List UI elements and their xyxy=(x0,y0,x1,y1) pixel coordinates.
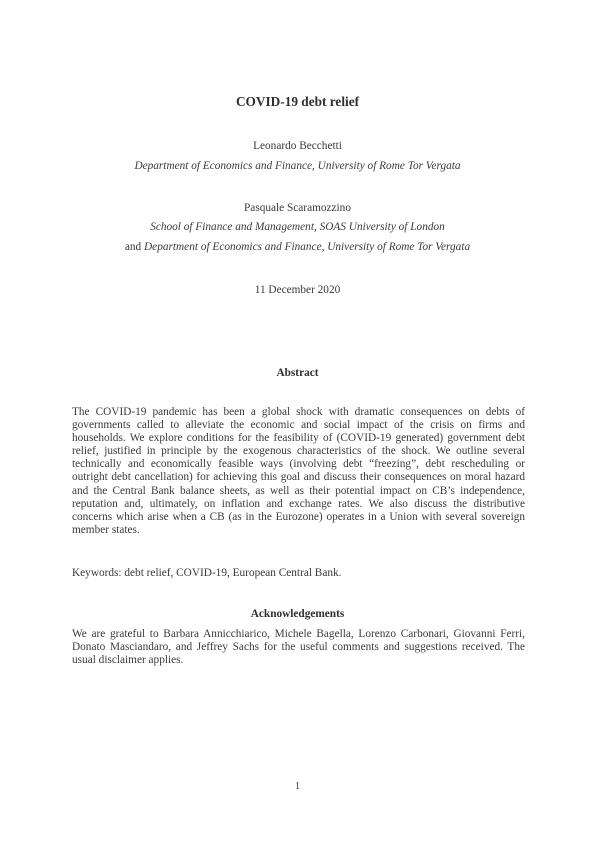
abstract-heading: Abstract xyxy=(276,367,319,379)
author-name: Pasquale Scaramozzino xyxy=(244,202,351,214)
abstract-text: The COVID-19 pandemic has been a global shock with dramatic consequences on debts of governments called to alleviate the economic and social impact of the crisis on firms and households. We explore conditions for the feasibility of (COVID-19 generated) government debt relief, justified in principle by the exogenous characteristics of the shock. We outline several technically and economically feasible ways (involving debt “freezing”, debt rescheduling or outright debt cancellation) for achieving this goal and discuss their consequences on moral hazard and the Central Bank balance sheets, as well as their potential impact on CB’s independence, reputation and, ultimately, on inflation and exchange rates. We also discuss the distributive concerns which arise when a CB (as in the Eurozone) operates in a Union with several sovereign member states. xyxy=(72,406,525,536)
author-affiliation-secondary xyxy=(0,241,595,253)
author-affiliation: School of Finance and Management, SOAS University of London xyxy=(150,221,445,233)
author-affiliation: Department of Economics and Finance, University of Rome Tor Vergata xyxy=(144,241,471,253)
author-affiliation: Department of Economics and Finance, University of Rome Tor Vergata xyxy=(134,160,461,172)
paper-date: 11 December 2020 xyxy=(254,284,341,296)
acknowledgements-heading: Acknowledgements xyxy=(250,608,345,620)
affiliation-connector: and xyxy=(124,241,142,253)
acknowledgements-text: We are grateful to Barbara Annicchiarico, Michele Bagella, Lorenzo Carbonari, Giovanni Ferri, Donato Masciandaro, and Jeffrey Sachs for the useful comments and suggestions received. The usual disclaimer applies. xyxy=(72,628,525,667)
paper-title: COVID-19 debt relief xyxy=(235,94,360,109)
keywords: Keywords: debt relief, COVID-19, European Central Bank. xyxy=(72,567,342,579)
page-number: 1 xyxy=(295,781,300,792)
author-name: Leonardo Becchetti xyxy=(253,140,342,152)
